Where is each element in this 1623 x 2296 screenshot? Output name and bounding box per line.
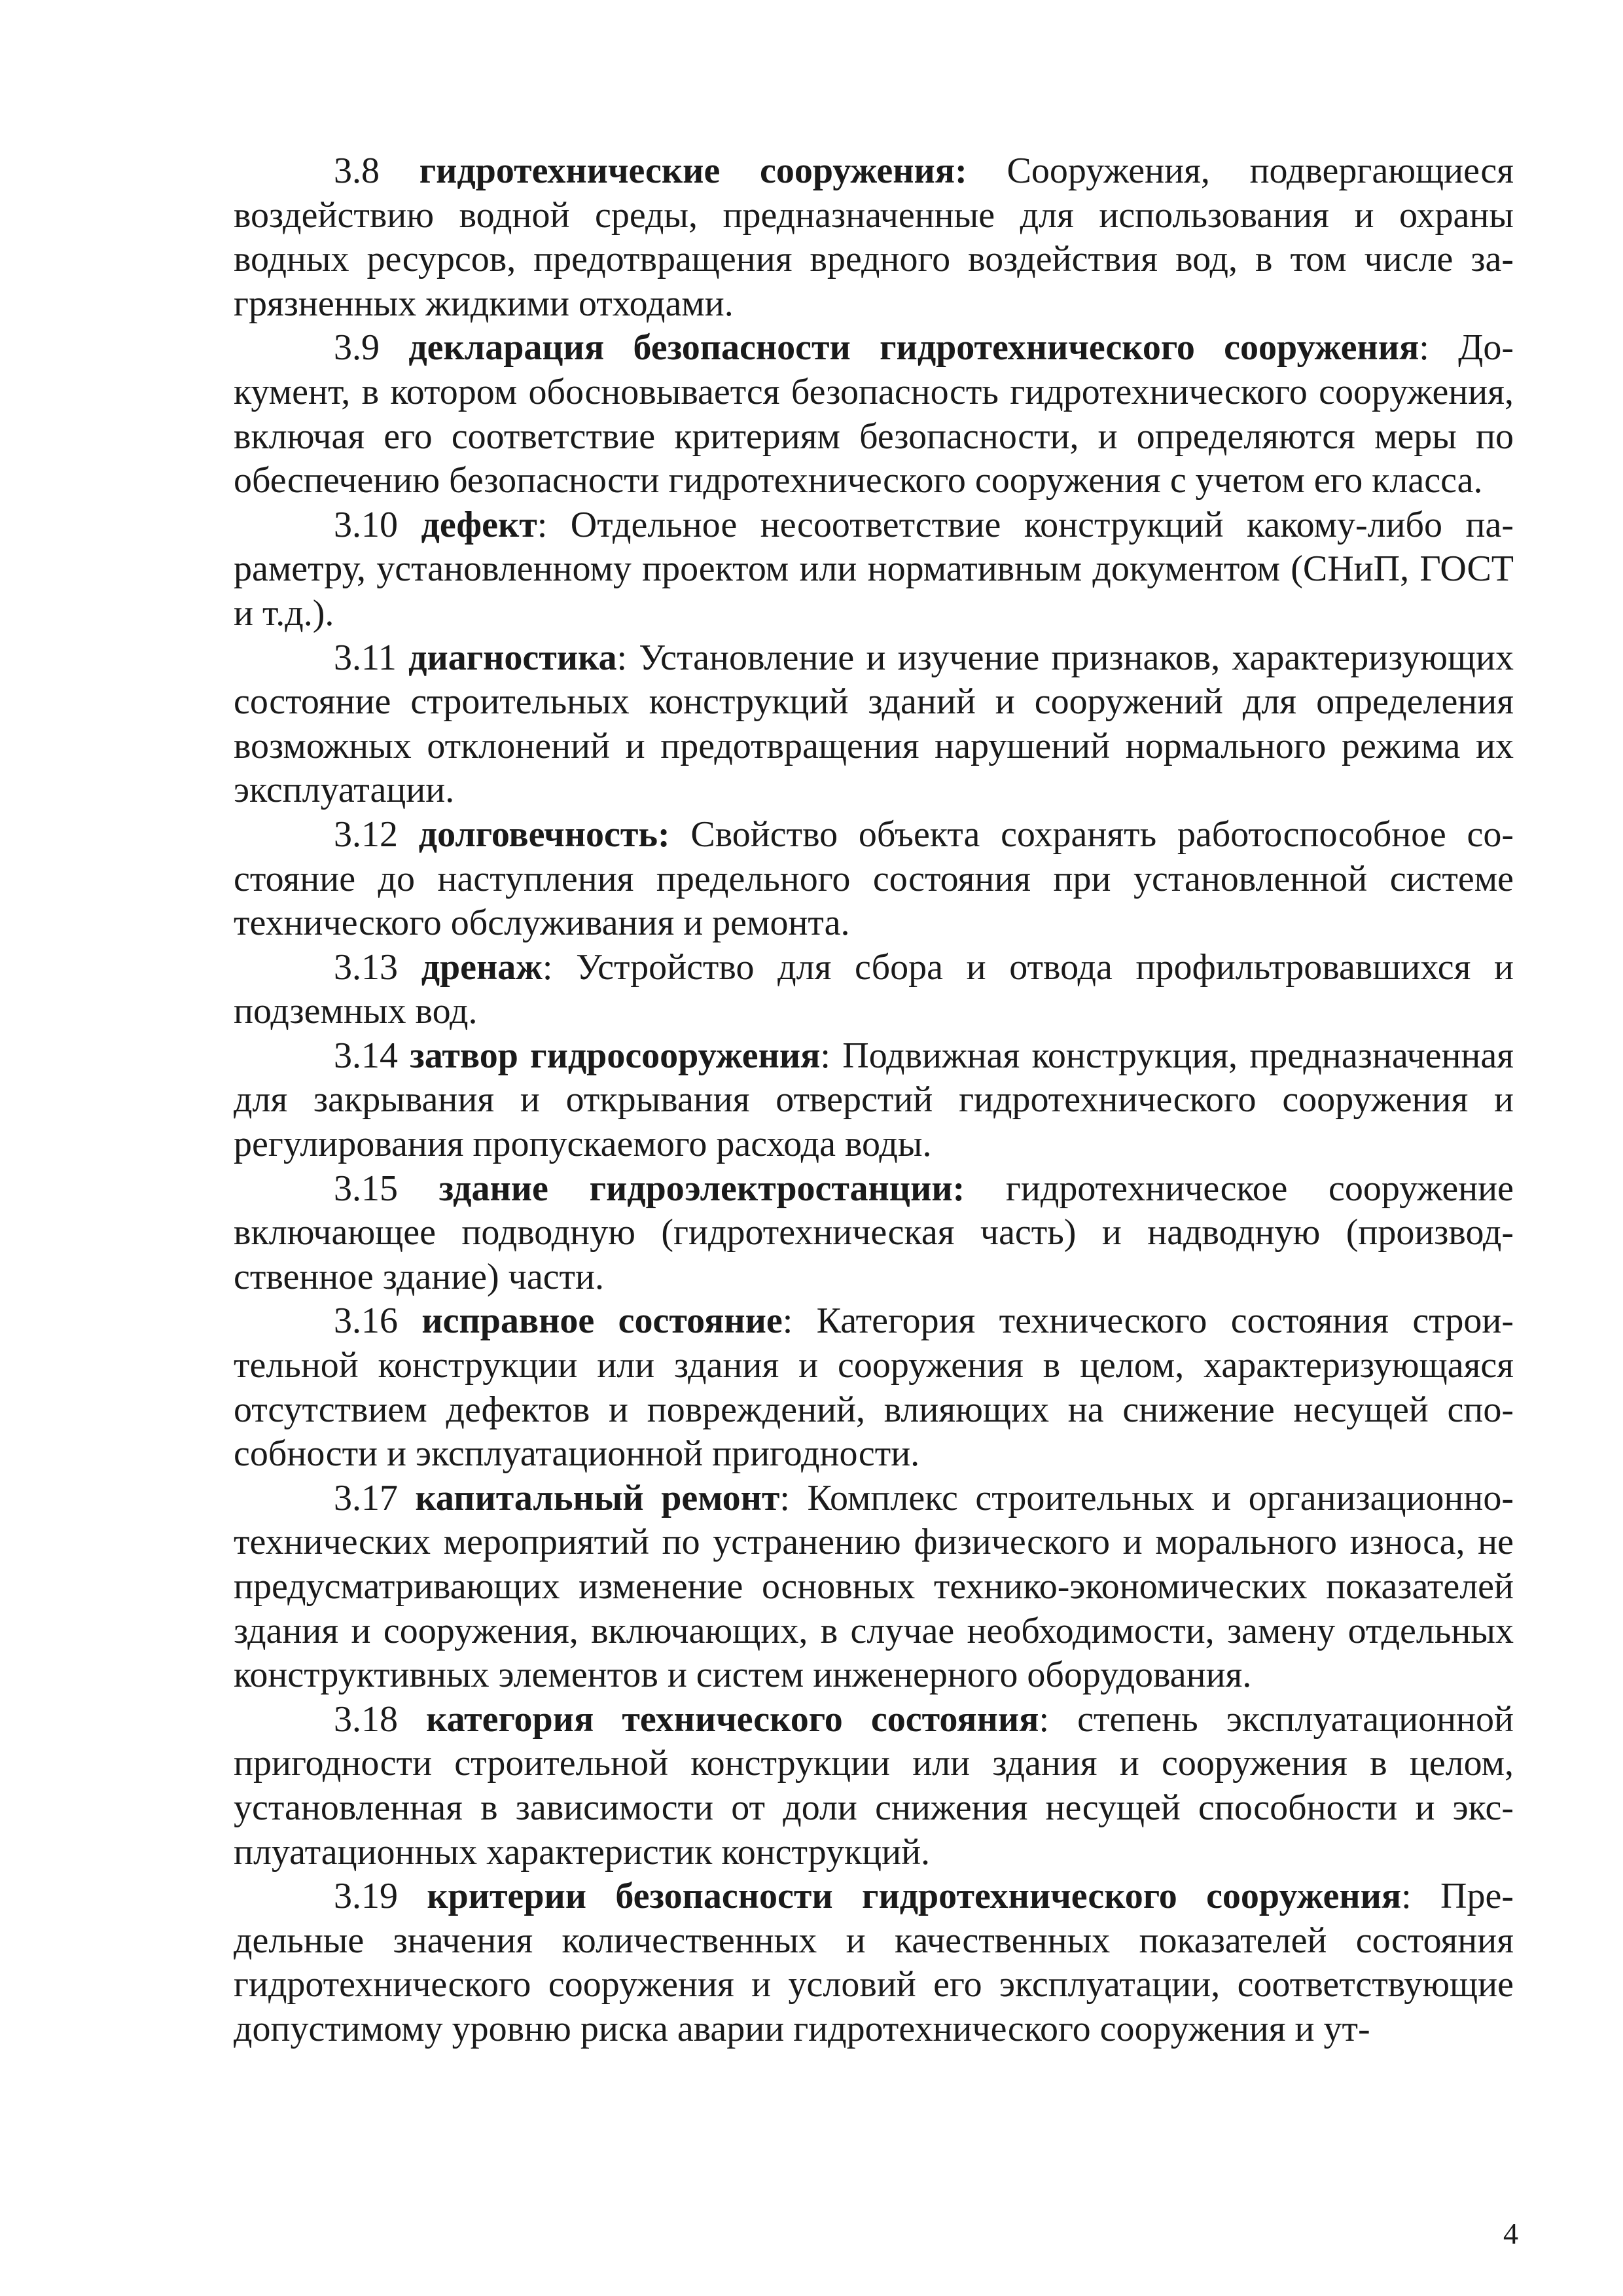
entry-text: : Отдельное несоответствие конструкций какому-либо параметру, установленному проектом или нормативным документом (СНиП, ГОСТ и т.д.).	[234, 504, 1514, 634]
entry-text: гидротехническое сооружение включающее подводную (гидротехническая часть) и надводную (производственное здание) части.	[234, 1168, 1514, 1297]
entry-text: : Документ, в котором обосновывается безопасность гидротехнического сооружения, включая его соответствие критериям безопасности, и определяются меры по обеспечению безопасности гидротехнического сооружения с учетом его класса.	[234, 327, 1514, 501]
entry-number: 3.12	[334, 814, 398, 855]
definition-entry-3-12	[234, 813, 1514, 946]
entry-term: гидротехнические сооружения:	[419, 151, 967, 191]
entry-number: 3.18	[334, 1698, 398, 1740]
entry-text: : Категория технического состояния строительной конструкции или здания и сооружения в целом, характеризующаяся отсутствием дефектов и повреждений, влияющих на снижение несущей способности и эксплуатационной пригодности.	[234, 1300, 1514, 1475]
entry-number: 3.11	[334, 637, 397, 678]
entry-number: 3.19	[334, 1876, 398, 1917]
definition-entry-3-17	[234, 1477, 1514, 1698]
entry-term: диагностика	[408, 637, 617, 678]
definition-entry-3-9	[234, 326, 1514, 503]
entry-text: Сооружения, подвергающиеся воздействию водной среды, предназначенные для использования и охраны водных ресурсов, предотвращения вредного воздействия вод, в том числе загрязненных жидкими отходами.	[234, 151, 1514, 324]
entry-term: затвор гидросооружения	[410, 1035, 821, 1076]
entry-number: 3.10	[334, 504, 398, 545]
definition-entry-3-8	[234, 149, 1514, 326]
entry-number: 3.8	[334, 151, 380, 191]
definition-entry-3-14	[234, 1034, 1514, 1167]
entry-number: 3.17	[334, 1477, 398, 1518]
entry-term: декларация безопасности гидротехнического сооружения	[408, 327, 1419, 368]
definition-entry-3-19	[234, 1874, 1514, 2051]
entry-term: категория технического состояния	[426, 1698, 1039, 1740]
entry-number: 3.9	[334, 327, 380, 368]
definition-entry-3-16	[234, 1299, 1514, 1476]
definition-entry-3-13	[234, 946, 1514, 1034]
definition-entry-3-15	[234, 1167, 1514, 1300]
entry-text: : степень эксплуатационной пригодности строительной конструкции или здания и сооружения в целом, установленная в зависимости от доли снижения несущей способности и эксплуатационных характеристик конструкций.	[234, 1698, 1514, 1873]
entry-term: капитальный ремонт	[415, 1477, 780, 1518]
entry-term: здание гидроэлектростанции:	[438, 1168, 965, 1209]
entry-number: 3.16	[334, 1300, 398, 1342]
entry-text: : Устройство для сбора и отвода профильтровавшихся и подземных вод.	[234, 946, 1514, 1032]
definition-entry-3-11	[234, 636, 1514, 813]
page-number: 4	[1503, 2217, 1518, 2250]
entry-text: : Установление и изучение признаков, характеризующих состояние строительных конструкций зданий и сооружений для определения возможных отклонений и предотвращения нарушений нормального режима их эксплуатации.	[234, 637, 1514, 811]
entry-text: Свойство объекта сохранять работоспособное состояние до наступления предельного состояния при установленной системе технического обслуживания и ремонта.	[234, 814, 1514, 944]
entry-term: критерии безопасности гидротехнического сооружения	[427, 1876, 1402, 1917]
entry-term: дефект	[421, 504, 537, 545]
entry-number: 3.14	[334, 1035, 398, 1076]
entry-text: : Предельные значения количественных и качественных показателей состояния гидротехнического сооружения и условий его эксплуатации, соответствующие допустимому уровню риска аварии гидротехнического сооружения и ут-	[234, 1876, 1514, 2049]
definition-entry-3-18	[234, 1698, 1514, 1874]
entry-term: долговечность:	[418, 814, 670, 855]
entry-text: : Подвижная конструкция, предназначенная для закрывания и открывания отверстий гидротехнического сооружения и регулирования пропускаемого расхода воды.	[234, 1035, 1514, 1165]
entry-number: 3.15	[334, 1168, 398, 1209]
entry-term: дренаж	[421, 946, 543, 988]
entry-number: 3.13	[334, 946, 398, 988]
document-body	[234, 149, 1514, 2052]
definition-entry-3-10	[234, 503, 1514, 636]
entry-text: : Комплекс строительных и организационно-технических мероприятий по устранению физического и морального износа, не предусматривающих изменение основных технико-экономических показателей здания и сооружения, включающих, в случае необходимости, замену отдельных конструктивных элементов и систем инженерного оборудования.	[234, 1477, 1514, 1696]
entry-term: исправное состояние	[421, 1300, 783, 1342]
